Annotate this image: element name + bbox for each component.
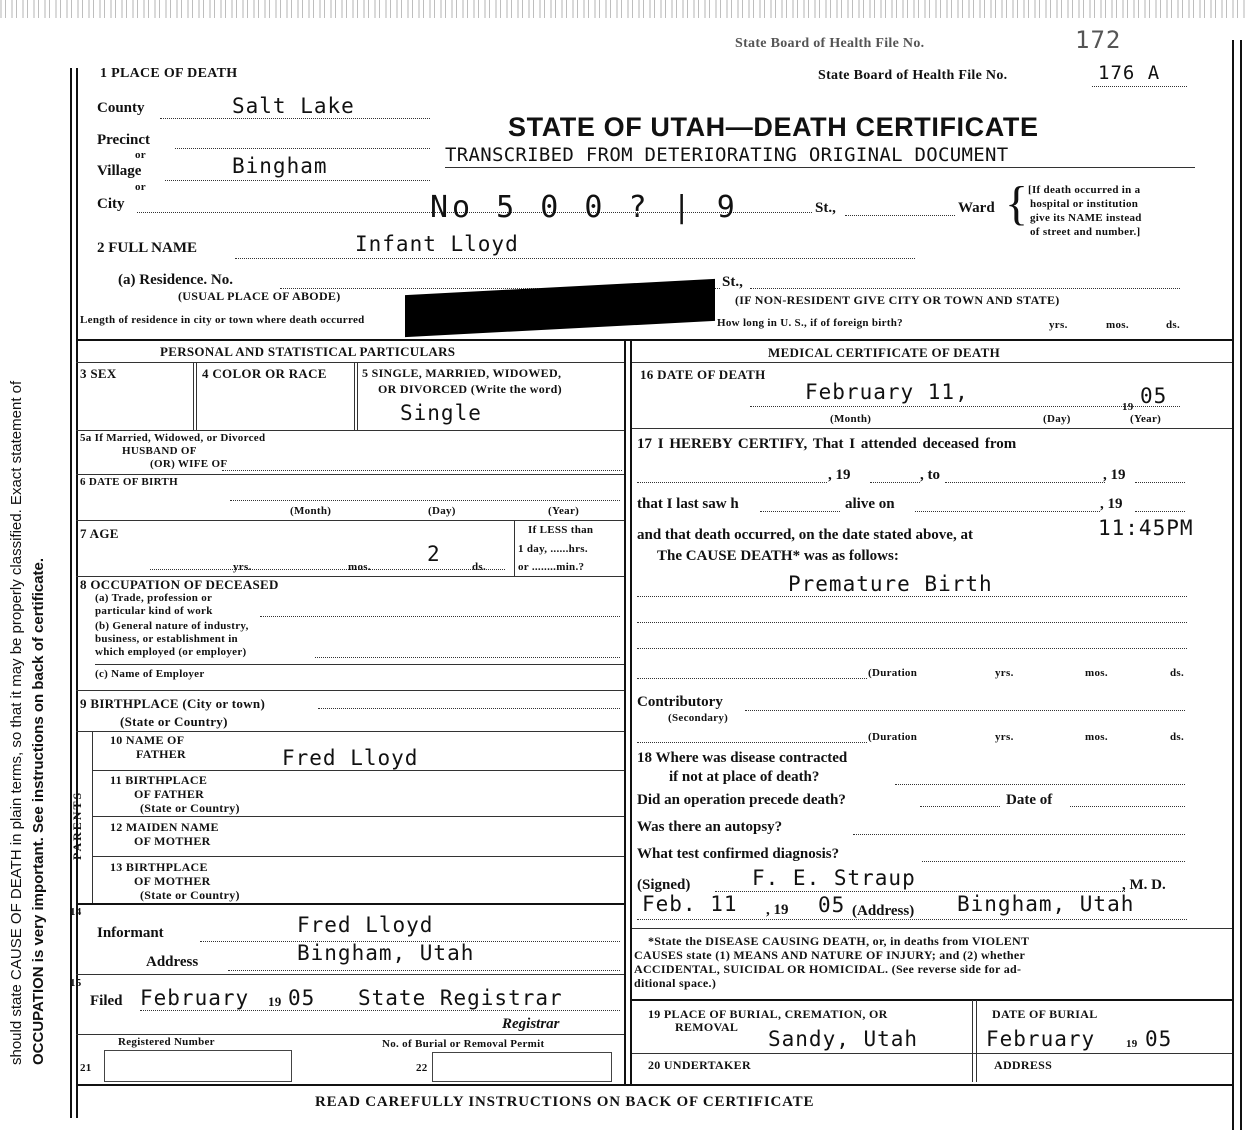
- sidebar-line-2: OCCUPATION is very important. See instructions on back of certificate.: [30, 557, 47, 1065]
- certificate-subtitle: TRANSCRIBED FROM DETERIORATING ORIGINAL DOCUMENT: [445, 144, 1009, 166]
- birthplace-label: 9 BIRTHPLACE (City or town): [80, 696, 266, 711]
- informant-value: Fred Lloyd: [297, 913, 434, 937]
- address-value: Bingham, Utah: [297, 941, 475, 965]
- informant-label: Informant: [97, 925, 164, 941]
- county-value: Salt Lake: [232, 94, 355, 118]
- burial-year: 05: [1145, 1027, 1173, 1051]
- sidebar-line-1: should state CAUSE OF DEATH in plain terms, so that it may be properly classified. Exact statement of: [8, 380, 25, 1065]
- city-label: City: [97, 196, 125, 212]
- date-of-death-label: 16 DATE OF DEATH: [640, 367, 766, 382]
- date-of-death-year: 05: [1140, 384, 1168, 408]
- parents-label: PARENTS: [70, 790, 84, 860]
- cause-of-death-value: Premature Birth: [788, 572, 993, 596]
- village-label: Village: [97, 163, 142, 179]
- sex-label: 3 SEX: [80, 366, 117, 381]
- address-label: Address: [146, 954, 199, 970]
- age-days-value: 2: [427, 542, 441, 566]
- precinct-label: Precinct: [97, 132, 151, 148]
- color-label: 4 COLOR OR RACE: [202, 366, 327, 381]
- time-of-death: 11:45PM: [1098, 516, 1194, 540]
- father-name-value: Fred Lloyd: [282, 746, 419, 770]
- filed-year: 05: [288, 986, 316, 1010]
- frame-left: [70, 68, 72, 1118]
- file-number: 176 A: [1098, 62, 1161, 84]
- filed-month: February: [140, 986, 250, 1010]
- marital-value: Single: [400, 401, 482, 425]
- signature-date: Feb. 11: [642, 892, 738, 916]
- burial-permit-box[interactable]: [432, 1052, 612, 1082]
- burial-date-value: February: [986, 1027, 1096, 1051]
- occupation-label: 8 OCCUPATION OF DECEASED: [80, 577, 279, 592]
- residence-label: (a) Residence. No.: [118, 272, 233, 288]
- section-1-label: 1 PLACE OF DEATH: [100, 66, 238, 81]
- burial-date-label: DATE OF BURIAL: [992, 1007, 1098, 1021]
- full-name-label: 2 FULL NAME: [97, 240, 198, 256]
- ward-label: Ward: [958, 200, 995, 216]
- burial-place-value: Sandy, Utah: [768, 1027, 919, 1051]
- undertaker-label: 20 UNDERTAKER: [648, 1058, 751, 1072]
- sidebar-instructions: [0, 60, 60, 1133]
- physician-signature: F. E. Straup: [752, 866, 916, 890]
- county-label: County: [97, 100, 145, 116]
- dob-label: 6 DATE OF BIRTH: [80, 476, 178, 488]
- frame-right-outer: [1240, 40, 1242, 1130]
- contributory-label: Contributory: [637, 694, 723, 710]
- center-divider: [624, 339, 626, 1084]
- street-label: St.,: [815, 200, 836, 216]
- frame-right: [1232, 40, 1234, 1130]
- full-name-value: Infant Lloyd: [355, 232, 519, 256]
- personal-heading: PERSONAL AND STATISTICAL PARTICULARS: [160, 344, 456, 359]
- scan-artifact: [0, 0, 1246, 18]
- frame-left-inner: [76, 68, 78, 1118]
- date-of-death-value: February 11,: [805, 380, 969, 404]
- old-file-label: State Board of Health File No.: [735, 36, 925, 51]
- signature-year: 05: [818, 893, 846, 917]
- age-label: 7 AGE: [80, 526, 119, 541]
- village-value: Bingham: [232, 154, 328, 178]
- certificate-title: STATE OF UTAH—DEATH CERTIFICATE: [508, 112, 1039, 142]
- undertaker-address-label: ADDRESS: [994, 1058, 1053, 1072]
- signed-label: (Signed): [637, 877, 691, 893]
- certificate-number: No 5 0 0 ? | 9: [430, 190, 739, 225]
- state-registrar: State Registrar: [358, 986, 563, 1010]
- old-file-number: 172: [1075, 26, 1122, 54]
- certify-statement: 17 I HEREBY CERTIFY, That I attended deceased from: [637, 436, 1017, 452]
- medical-heading: MEDICAL CERTIFICATE OF DEATH: [768, 345, 1000, 360]
- filed-label: Filed: [90, 993, 123, 1009]
- file-number-label: State Board of Health File No.: [818, 68, 1008, 83]
- physician-address: Bingham, Utah: [957, 892, 1135, 916]
- footer-instructions: READ CAREFULLY INSTRUCTIONS ON BACK OF CERTIFICATE: [315, 1094, 815, 1110]
- registered-number-box[interactable]: [104, 1050, 292, 1082]
